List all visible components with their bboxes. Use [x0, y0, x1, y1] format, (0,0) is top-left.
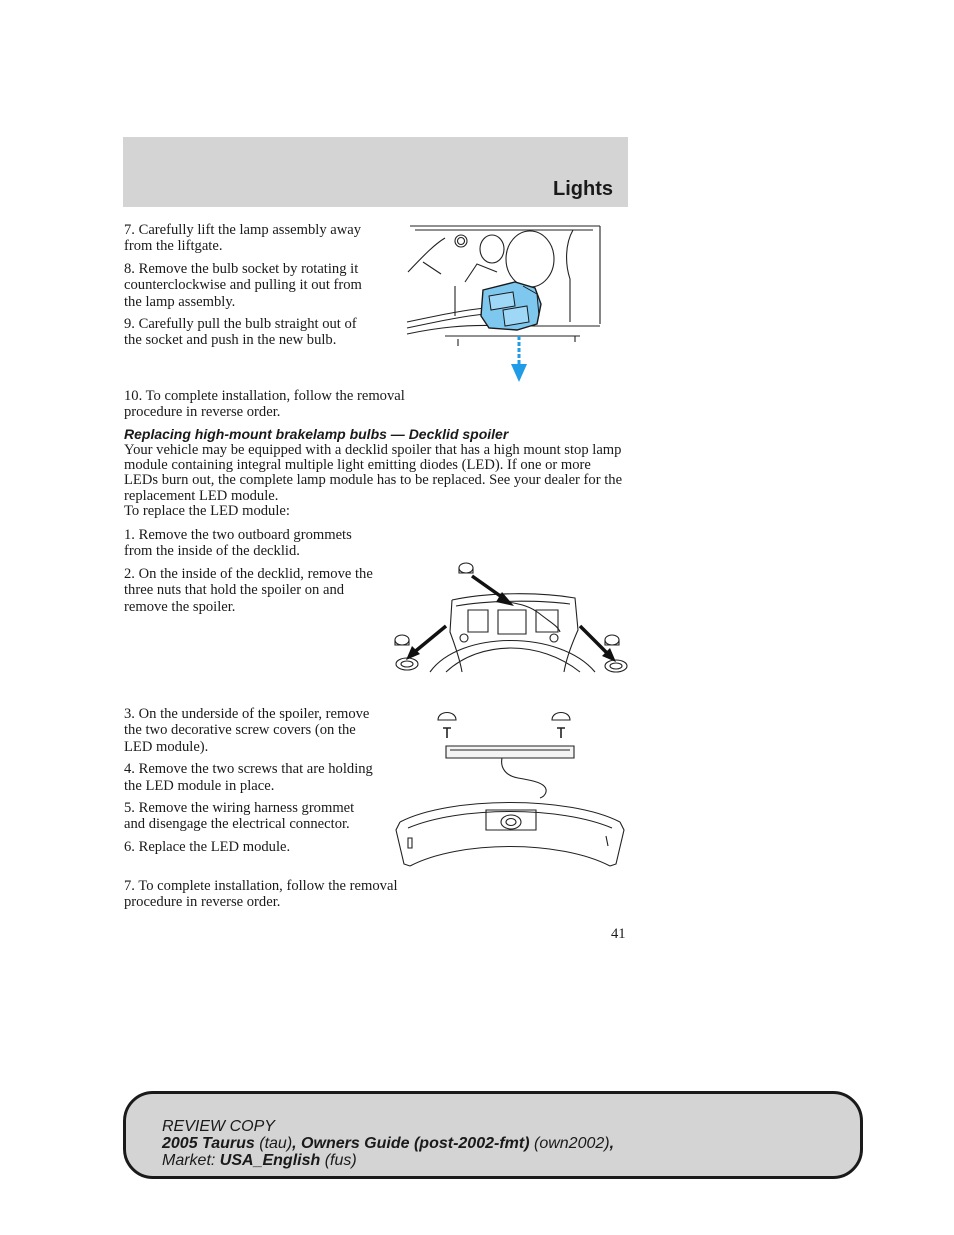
footer-market-line	[162, 1152, 614, 1169]
intro-text: Your vehicle may be equipped with a decklid spoiler that has a high mount stop lamp module containing integral multiple light emitting diodes (LED). If one or more LEDs burn out, the complete lamp module has to be replaced. See your dealer for the replacement LED module.	[124, 442, 623, 504]
footer-model-code: (tau)	[259, 1135, 293, 1152]
section-header	[123, 137, 628, 207]
section-title: Lights	[553, 178, 613, 200]
step-7: 7. Carefully lift the lamp assembly away from the liftgate.	[124, 222, 362, 255]
footer-guide: , Owners Guide (post-2002-fmt)	[292, 1135, 530, 1152]
steps-remove-spoiler	[124, 527, 374, 621]
spoiler-led-illustration	[390, 706, 630, 872]
footer-review-copy: REVIEW COPY	[162, 1118, 275, 1135]
step-4: 4. Remove the two screws that are holding the LED module in place.	[124, 761, 373, 794]
step-5: 5. Remove the wiring harness grommet and disengage the electrical connector.	[124, 800, 355, 833]
footer-comma: ,	[609, 1135, 615, 1152]
bulb-socket-icon	[481, 282, 541, 330]
footer-guide-line	[162, 1135, 614, 1152]
step-3: 3. On the underside of the spoiler, remove the two decorative screw covers (on the LED module).	[124, 706, 370, 755]
steps-bulb-socket	[124, 222, 364, 355]
step-7-final: 7. To complete installation, follow the removal procedure in reverse order.	[124, 878, 398, 911]
arrow-icon-left	[406, 626, 446, 660]
arrow-down-icon	[511, 336, 527, 382]
footer-model: 2005 Taurus	[162, 1135, 255, 1152]
footer-market-label: Market:	[162, 1152, 216, 1169]
subsection-heading: Replacing high-mount brakelamp bulbs — Decklid spoiler	[124, 426, 509, 442]
intro-line2: To replace the LED module:	[124, 502, 290, 519]
page-number: 41	[611, 926, 626, 942]
decklid-illustration	[390, 560, 630, 676]
footer-text	[162, 1118, 614, 1169]
footer-guide-code: (own2002)	[533, 1135, 610, 1152]
intro-paragraph	[124, 443, 628, 519]
steps-replace-led	[124, 706, 374, 861]
step-8: 8. Remove the bulb socket by rotating it counterclockwise and pulling it out from the lamp assembly.	[124, 260, 362, 310]
step-1: 1. Remove the two outboard grommets from the inside of the decklid.	[124, 527, 352, 560]
footer-market: USA_English	[219, 1152, 321, 1169]
lamp-socket-illustration	[405, 224, 605, 386]
step-6: 6. Replace the LED module.	[124, 838, 291, 855]
step-9: 9. Carefully pull the bulb straight out of the socket and push in the new bulb.	[124, 316, 357, 349]
footer-market-code: (fus)	[324, 1152, 357, 1169]
step-2: 2. On the inside of the decklid, remove the three nuts that hold the spoiler on and remove the spoiler.	[124, 565, 373, 615]
step-10: 10. To complete installation, follow the removal procedure in reverse order.	[124, 388, 405, 421]
